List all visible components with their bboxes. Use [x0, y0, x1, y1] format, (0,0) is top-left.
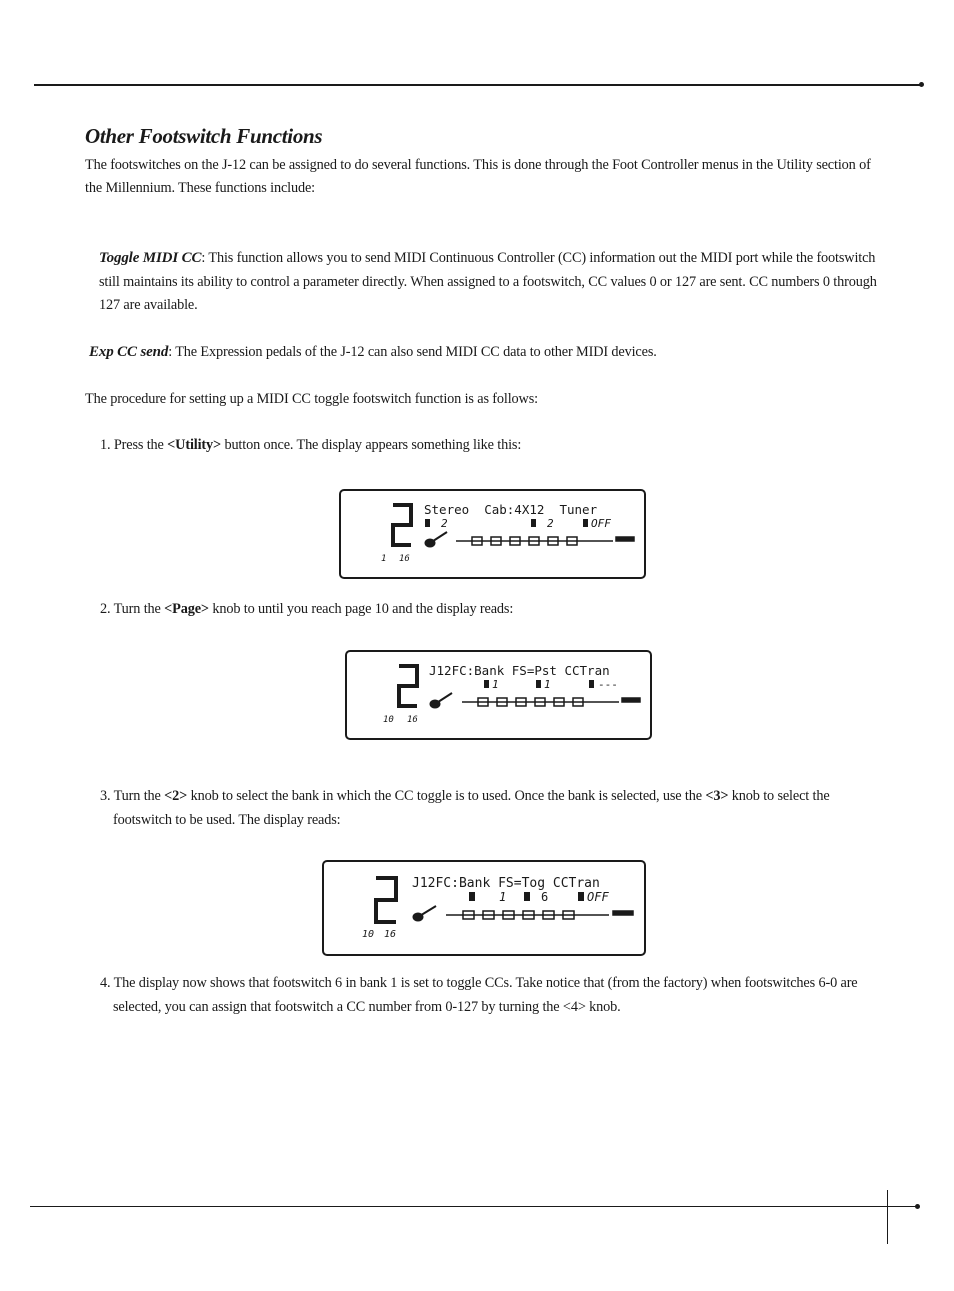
lcd-block-1 [484, 680, 489, 688]
lcd-block-2 [536, 680, 541, 688]
lcd-display-toggle [322, 860, 646, 956]
lcd-foot-left: 10 [383, 715, 394, 725]
big-digit [376, 878, 396, 922]
step-1 [100, 434, 521, 457]
lcd-block-2 [531, 519, 536, 527]
knob-3-key: <3> [705, 788, 729, 804]
section-heading: Other Footswitch Functions [85, 124, 323, 148]
top-rule-dot [919, 82, 924, 87]
lcd-chain-bar [456, 537, 634, 545]
lcd-block-3 [583, 519, 588, 527]
lcd-row-1: J12FC:Bank FS=Pst CCTran [429, 663, 610, 678]
exp-cc-send-desc: : The Expression pedals of the J-12 can also send MIDI CC data to other MIDI devices. [168, 344, 657, 360]
step-2-post: knob to until you reach page 10 and the display reads: [208, 601, 514, 617]
lcd-value-2: 2 [547, 517, 554, 530]
step-4-line-2: selected, you can assign that footswitch a CC number from 0-127 by turning the <4> knob. [113, 999, 621, 1015]
lcd-row-1: Stereo Cab:4X12 Tuner [424, 502, 598, 517]
utility-key: <Utility> [167, 437, 222, 453]
top-rule [34, 84, 920, 86]
step-1-post: button once. The display appears something like this: [221, 437, 522, 453]
bottom-crop-mark [887, 1190, 888, 1244]
lcd-value-1: 1 [499, 890, 507, 904]
lcd-value-3: --- [598, 678, 618, 691]
step-3-pre: 3. Turn the [100, 788, 165, 804]
knob-2-key: <2> [164, 788, 188, 804]
intro-line-2: the Millennium. These functions include: [85, 180, 315, 196]
bottom-rule [30, 1206, 916, 1207]
lcd-block-3 [578, 892, 584, 901]
guitar-icon [430, 693, 452, 708]
big-digit [399, 666, 417, 706]
toggle-midi-cc-line-3: 127 are available. [99, 297, 198, 313]
step-1-pre: 1. Press the [100, 437, 168, 453]
lcd-value-1: 2 [441, 517, 448, 530]
lcd-block-1 [469, 892, 475, 901]
lcd-chain-bar [462, 698, 640, 706]
lcd-value-2: 6 [541, 890, 549, 904]
lcd-display-utility [339, 489, 646, 579]
toggle-midi-cc-desc: : This function allows you to send MIDI Continuous Controller (CC) information out the MIDI port while the footswitch [201, 250, 876, 266]
lcd-block-3 [589, 680, 594, 688]
lcd-value-1: 1 [492, 678, 499, 691]
lcd-value-3: OFF [591, 517, 611, 530]
lcd-foot-left: 10 [362, 929, 375, 940]
lcd-foot-right: 16 [407, 715, 418, 725]
step-3-line-2: footswitch to be used. The display reads: [113, 812, 341, 828]
lcd-chain-bar [446, 911, 633, 919]
intro-line-1: The footswitches on the J-12 can be assigned to do several functions. This is done through the Foot Controller menus in the Utility section of [85, 157, 871, 173]
big-digit [393, 505, 411, 545]
step-2 [100, 598, 513, 621]
lcd-block-1 [425, 519, 430, 527]
exp-cc-send-line [89, 341, 657, 364]
step-3-mid: knob to select the bank in which the CC toggle is to used. Once the bank is selected, use the [187, 788, 706, 804]
procedure-intro: The procedure for setting up a MIDI CC toggle footswitch function is as follows: [85, 391, 538, 407]
lcd-foot-right: 16 [399, 554, 410, 564]
lcd-foot-left: 1 [381, 554, 387, 564]
exp-cc-send-term: Exp CC send [89, 344, 169, 360]
step-3-post: knob to select the [728, 788, 830, 804]
bottom-rule-dot [915, 1204, 920, 1209]
step-4-line-1: 4. The display now shows that footswitch 6 in bank 1 is set to toggle CCs. Take notice that (from the factory) when footswitches 6-0 are [100, 975, 858, 991]
toggle-midi-cc-line-2: still maintains its ability to control a parameter directly. When assigned to a footswitch, CC values 0 or 127 are sent. CC numbers 0 through [99, 274, 877, 290]
toggle-midi-cc-term: Toggle MIDI CC [99, 250, 202, 266]
page-key: <Page> [164, 601, 209, 617]
guitar-icon [425, 532, 447, 547]
lcd-value-3: OFF [587, 890, 609, 904]
guitar-icon [413, 906, 436, 921]
lcd-display-page10 [345, 650, 652, 740]
lcd-block-2 [524, 892, 530, 901]
lcd-row-1: J12FC:Bank FS=Tog CCTran [412, 876, 600, 891]
toggle-midi-cc-line-1 [99, 247, 875, 270]
step-3-line-1 [100, 785, 830, 808]
lcd-value-2: 1 [544, 678, 551, 691]
lcd-foot-right: 16 [384, 929, 397, 940]
step-2-pre: 2. Turn the [100, 601, 165, 617]
